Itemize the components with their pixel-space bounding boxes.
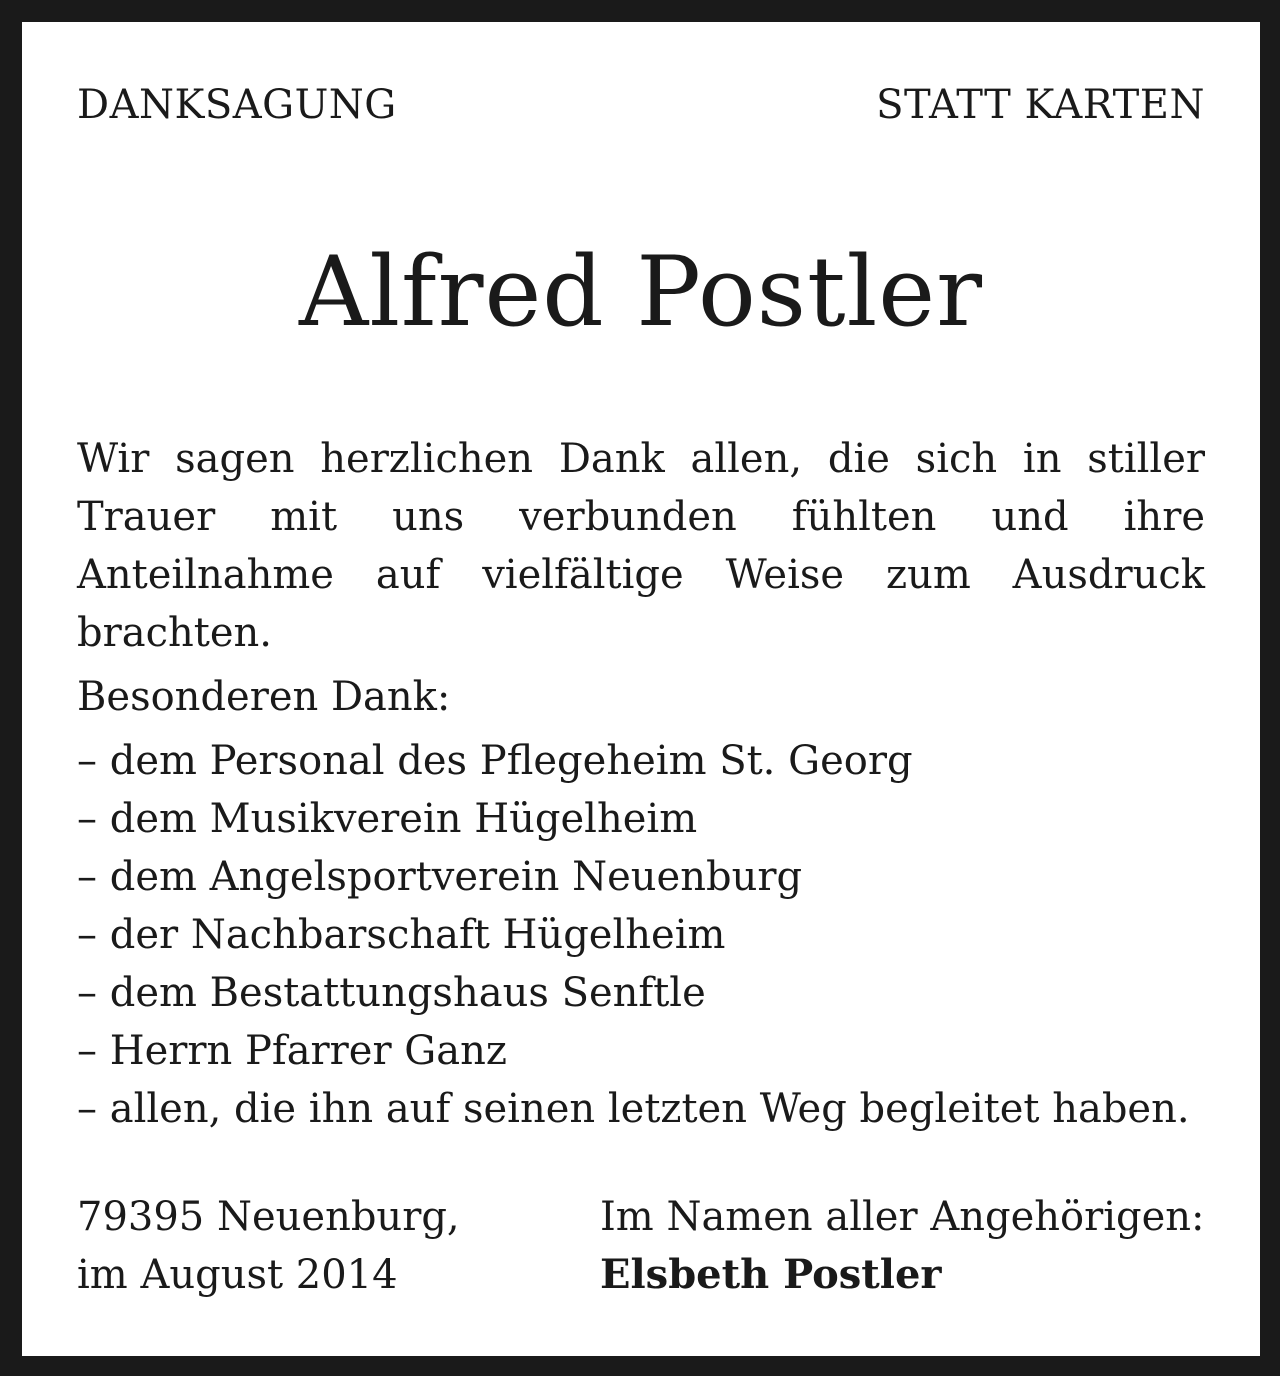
place-line: 79395 Neuenburg, [77,1194,460,1240]
list-item: – allen, die ihn auf seinen letzten Weg begleitet haben. [77,1086,1190,1132]
signer-name: Elsbeth Postler [600,1251,942,1298]
list-item: – dem Musikverein Hügelheim [77,796,698,842]
header-row [77,80,1205,130]
obituary-notice [22,22,1260,1356]
special-thanks-list [77,732,1205,1138]
header-left-label: DANKSAGUNG [77,82,397,128]
list-item: – Herrn Pfarrer Ganz [77,1028,507,1074]
list-item: – dem Bestattungshaus Senftle [77,970,706,1016]
intro-paragraph: Wir sagen herzlichen Dank allen, die sich in stiller Trauer mit uns verbunden fühlten und ihre Anteilnahme auf vielfältige Weise zum Ausdruck brachten. [77,436,1205,656]
list-item: – dem Angelsportverein Neuenburg [77,854,803,900]
header-right-label: STATT KARTEN [876,82,1205,128]
special-thanks-section [77,668,1205,1138]
signature-block [600,1188,1205,1304]
list-item: – dem Personal des Pflegeheim St. Georg [77,738,913,784]
place-and-date [77,1188,460,1304]
behalf-line: Im Namen aller Angehörigen: [600,1194,1205,1240]
list-item: – der Nachbarschaft Hügelheim [77,912,726,958]
special-thanks-heading: Besonderen Dank: [77,674,451,720]
deceased-name: Alfred Postler [299,236,983,348]
date-line: im August 2014 [77,1252,398,1298]
